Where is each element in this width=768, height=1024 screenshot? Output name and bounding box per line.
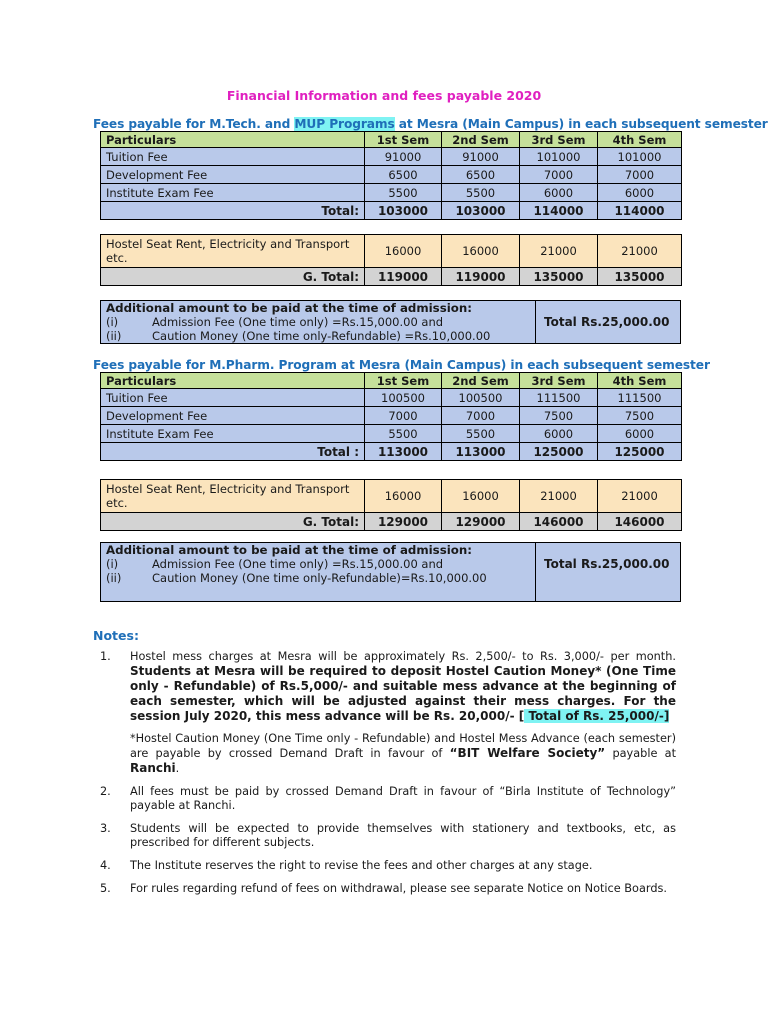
column-header: Particulars bbox=[101, 373, 365, 389]
grand-total-label: G. Total: bbox=[101, 268, 365, 286]
cell-value: 7000 bbox=[442, 407, 520, 425]
cell-value: 7500 bbox=[520, 407, 598, 425]
cell-value: 6000 bbox=[598, 184, 682, 202]
mtech-heading-post: at Mesra (Main Campus) in each subsequent semester bbox=[394, 117, 768, 131]
grand-total-value: 129000 bbox=[365, 513, 442, 531]
notes-list bbox=[100, 650, 676, 905]
mpharm-additional-box bbox=[100, 542, 681, 602]
item-number: (i) bbox=[106, 315, 119, 329]
item-text: Caution Money (One time only-Refundable) =Rs.10,000.00 bbox=[152, 329, 491, 343]
cell-value: 5500 bbox=[365, 184, 442, 202]
item-number: (ii) bbox=[106, 571, 122, 585]
list-item bbox=[100, 859, 676, 873]
total-label: Total: bbox=[101, 202, 365, 220]
cell-value: 16000 bbox=[442, 480, 520, 513]
hostel-row bbox=[101, 480, 682, 513]
note-text: All fees must be paid by crossed Demand Draft in favour of “Birla Institute of Technology” payable at Ranchi. bbox=[130, 785, 676, 812]
table-row bbox=[101, 166, 682, 184]
grand-total-value: 119000 bbox=[365, 268, 442, 286]
cell-value: 21000 bbox=[598, 235, 682, 268]
note-sub-bold-2: Ranchi bbox=[130, 761, 176, 775]
note-bold-text: Students at Mesra will be required to deposit Hostel Caution Money* (One Time only - Refundable) of Rs.5,000/- and suitable mess advance at the beginning of each semester, which will be adjusted against their mess charges. For the session July 2020, this mess advance will be Rs. 20,000/- [ bbox=[130, 664, 676, 723]
note-text: For rules regarding refund of fees on withdrawal, please see separate Notice on Notice Boards. bbox=[130, 882, 667, 895]
note-number: 4. bbox=[100, 859, 111, 872]
table-row bbox=[101, 184, 682, 202]
mtech-additional-box bbox=[100, 300, 681, 344]
total-value: 113000 bbox=[442, 443, 520, 461]
total-row bbox=[101, 202, 682, 220]
note-sub-end: . bbox=[175, 762, 180, 775]
grand-total-value: 119000 bbox=[442, 268, 520, 286]
cell-value: 91000 bbox=[365, 148, 442, 166]
additional-total: Total Rs.25,000.00 bbox=[544, 315, 670, 329]
row-label: Development Fee bbox=[101, 407, 365, 425]
hostel-row bbox=[101, 235, 682, 268]
table-header-row bbox=[101, 373, 682, 389]
mtech-heading bbox=[93, 117, 768, 131]
cell-value: 6500 bbox=[365, 166, 442, 184]
grand-total-value: 129000 bbox=[442, 513, 520, 531]
total-row bbox=[101, 443, 682, 461]
additional-details bbox=[101, 543, 536, 601]
hostel-label: Hostel Seat Rent, Electricity and Transport etc. bbox=[101, 480, 365, 513]
mpharm-hostel-table bbox=[100, 479, 682, 531]
item-text: Caution Money (One time only-Refundable)=Rs.10,000.00 bbox=[152, 571, 487, 585]
column-header: 3rd Sem bbox=[520, 132, 598, 148]
item-number: (ii) bbox=[106, 329, 122, 343]
cell-value: 7000 bbox=[365, 407, 442, 425]
grand-total-value: 146000 bbox=[598, 513, 682, 531]
column-header: 1st Sem bbox=[365, 132, 442, 148]
list-item bbox=[100, 882, 676, 896]
column-header: 4th Sem bbox=[598, 373, 682, 389]
mtech-heading-highlight: MUP Programs bbox=[294, 117, 395, 131]
total-label: Total : bbox=[101, 443, 365, 461]
total-value: 125000 bbox=[520, 443, 598, 461]
cell-value: 7000 bbox=[598, 166, 682, 184]
item-text: Admission Fee (One time only) =Rs.15,000.00 and bbox=[152, 315, 444, 329]
cell-value: 6000 bbox=[520, 184, 598, 202]
mtech-heading-pre: Fees payable for M.Tech. and bbox=[93, 117, 295, 131]
page-title: Financial Information and fees payable 2020 bbox=[226, 88, 542, 103]
note-number: 1. bbox=[100, 650, 111, 663]
row-label: Institute Exam Fee bbox=[101, 425, 365, 443]
cell-value: 5500 bbox=[365, 425, 442, 443]
cell-value: 6000 bbox=[520, 425, 598, 443]
total-value: 103000 bbox=[365, 202, 442, 220]
cell-value: 111500 bbox=[520, 389, 598, 407]
note-text bbox=[130, 650, 676, 776]
cell-value: 21000 bbox=[598, 480, 682, 513]
column-header: 2nd Sem bbox=[442, 132, 520, 148]
grand-total-value: 146000 bbox=[520, 513, 598, 531]
table-header-row bbox=[101, 132, 682, 148]
cell-value: 7000 bbox=[520, 166, 598, 184]
total-value: 113000 bbox=[365, 443, 442, 461]
cell-value: 111500 bbox=[598, 389, 682, 407]
column-header: 2nd Sem bbox=[442, 373, 520, 389]
cell-value: 5500 bbox=[442, 425, 520, 443]
table-row bbox=[101, 407, 682, 425]
row-label: Development Fee bbox=[101, 166, 365, 184]
notes-title: Notes: bbox=[93, 628, 139, 643]
table-row bbox=[101, 148, 682, 166]
cell-value: 6000 bbox=[598, 425, 682, 443]
grand-total-value: 135000 bbox=[598, 268, 682, 286]
column-header: 1st Sem bbox=[365, 373, 442, 389]
grand-total-row bbox=[101, 268, 682, 286]
hostel-label: Hostel Seat Rent, Electricity and Transport etc. bbox=[101, 235, 365, 268]
additional-heading: Additional amount to be paid at the time of admission: bbox=[106, 543, 472, 557]
list-item bbox=[106, 315, 530, 329]
additional-heading: Additional amount to be paid at the time of admission: bbox=[106, 301, 472, 315]
grand-total-row bbox=[101, 513, 682, 531]
list-item bbox=[106, 557, 530, 571]
note-sub-text: *Hostel Caution Money (One Time only - Refundable) and Hostel Mess Advance (each semester) are payable by crossed Demand Draft in favour of bbox=[130, 732, 676, 760]
cell-value: 101000 bbox=[598, 148, 682, 166]
cell-value: 16000 bbox=[365, 235, 442, 268]
additional-details bbox=[101, 301, 536, 343]
cell-value: 101000 bbox=[520, 148, 598, 166]
cell-value: 100500 bbox=[365, 389, 442, 407]
item-text: Admission Fee (One time only) =Rs.15,000.00 and bbox=[152, 557, 444, 571]
grand-total-label: G. Total: bbox=[101, 513, 365, 531]
mtech-hostel-table bbox=[100, 234, 682, 286]
list-item bbox=[100, 650, 676, 776]
mtech-fee-table bbox=[100, 131, 682, 220]
cell-value: 16000 bbox=[365, 480, 442, 513]
mpharm-fee-table bbox=[100, 372, 682, 461]
total-value: 125000 bbox=[598, 443, 682, 461]
cell-value: 100500 bbox=[442, 389, 520, 407]
cell-value: 21000 bbox=[520, 235, 598, 268]
column-header: 4th Sem bbox=[598, 132, 682, 148]
note-number: 3. bbox=[100, 822, 111, 835]
grand-total-value: 135000 bbox=[520, 268, 598, 286]
list-item bbox=[106, 329, 530, 343]
column-header: 3rd Sem bbox=[520, 373, 598, 389]
cell-value: 91000 bbox=[442, 148, 520, 166]
note-number: 2. bbox=[100, 785, 111, 798]
additional-total: Total Rs.25,000.00 bbox=[544, 557, 670, 571]
row-label: Institute Exam Fee bbox=[101, 184, 365, 202]
table-row bbox=[101, 425, 682, 443]
column-header: Particulars bbox=[101, 132, 365, 148]
list-item bbox=[100, 822, 676, 850]
table-row bbox=[101, 389, 682, 407]
total-value: 114000 bbox=[598, 202, 682, 220]
cell-value: 7500 bbox=[598, 407, 682, 425]
mpharm-heading: Fees payable for M.Pharm. Program at Mesra (Main Campus) in each subsequent semester bbox=[93, 358, 710, 372]
cell-value: 5500 bbox=[442, 184, 520, 202]
note-text: Students will be expected to provide themselves with stationery and textbooks, etc, as prescribed for different subjects. bbox=[130, 822, 676, 849]
note-plain-text: Hostel mess charges at Mesra will be approximately Rs. 2,500/- to Rs. 3,000/- per month. bbox=[130, 650, 676, 663]
note-highlight-text: Total of Rs. 25,000/-] bbox=[524, 709, 670, 723]
cell-value: 21000 bbox=[520, 480, 598, 513]
cell-value: 16000 bbox=[442, 235, 520, 268]
note-sub-bold: “BIT Welfare Society” bbox=[449, 746, 606, 760]
row-label: Tuition Fee bbox=[101, 148, 365, 166]
note-sub-mid: payable at bbox=[605, 747, 677, 760]
list-item bbox=[106, 571, 530, 585]
cell-value: 6500 bbox=[442, 166, 520, 184]
list-item bbox=[100, 785, 676, 813]
item-number: (i) bbox=[106, 557, 119, 571]
total-value: 114000 bbox=[520, 202, 598, 220]
note-text: The Institute reserves the right to revise the fees and other charges at any stage. bbox=[130, 859, 593, 872]
note-number: 5. bbox=[100, 882, 111, 895]
row-label: Tuition Fee bbox=[101, 389, 365, 407]
total-value: 103000 bbox=[442, 202, 520, 220]
